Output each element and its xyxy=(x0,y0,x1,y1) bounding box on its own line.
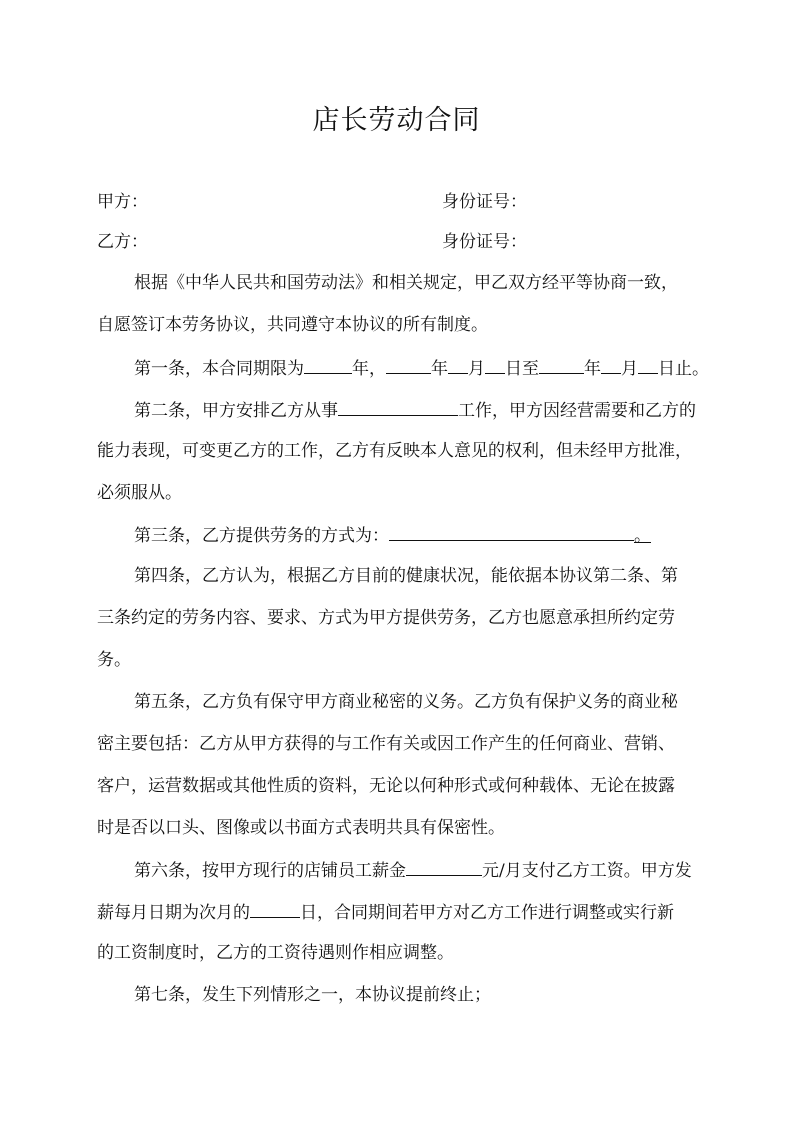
article-5-line-4: 时是否以口头、图像或以书面方式表明共具有保密性。 xyxy=(97,818,505,838)
article-7: 第七条，发生下列情形之一，本协议提前终止； xyxy=(134,985,491,1005)
blank-service-method xyxy=(389,522,634,541)
blank-start-month xyxy=(448,355,468,374)
blank-job-duty xyxy=(338,397,458,416)
party-b-label: 乙方： xyxy=(97,232,148,252)
article-4-line-1: 第四条，乙方认为，根据乙方目前的健康状况，能依据本协议第二条、第 xyxy=(134,566,678,586)
article-6-line-1: 第六条，按甲方现行的店铺员工薪金 元/月支付乙方工资。甲方发 xyxy=(134,857,692,881)
party-b-id-label: 身份证号： xyxy=(442,232,527,252)
article-2-line-1: 第二条，甲方安排乙方从事 工作，甲方因经营需要和乙方的 xyxy=(134,397,696,421)
blank-start-day xyxy=(485,355,505,374)
blank-end-year xyxy=(539,355,584,374)
article-2-line-3: 必须服从。 xyxy=(97,483,182,503)
blank-salary xyxy=(406,857,482,876)
article-6-line-3: 的工资制度时，乙方的工资待遇则作相应调整。 xyxy=(97,943,454,963)
article-1: 第一条，本合同期限为 年， 年 月 日至 年 月 日止。 xyxy=(134,355,709,379)
document-title: 店长劳动合同 xyxy=(312,105,481,136)
blank-end-month xyxy=(601,355,621,374)
intro-line-1: 根据《中华人民共和国劳动法》和相关规定，甲乙双方经平等协商一致， xyxy=(134,273,678,293)
blank-start-year xyxy=(386,355,431,374)
party-b-line xyxy=(97,230,737,254)
article-5-line-2: 密主要包括：乙方从甲方获得的与工作有关或因工作产生的任何商业、营销、 xyxy=(97,734,675,754)
blank-term-years xyxy=(304,355,352,374)
article-5-line-3: 客户，运营数据或其他性质的资料，无论以何种形式或何种载体、无论在披露 xyxy=(97,776,675,796)
article-5-line-1: 第五条，乙方负有保守甲方商业秘密的义务。乙方负有保护义务的商业秘 xyxy=(134,692,678,712)
article-2-line-2: 能力表现，可变更乙方的工作，乙方有反映本人意见的权利，但未经甲方批准， xyxy=(97,441,692,461)
blank-end-day xyxy=(638,355,658,374)
article-4-line-3: 务。 xyxy=(97,650,131,670)
party-a-id-label: 身份证号： xyxy=(442,192,527,212)
party-a-label: 甲方： xyxy=(97,192,148,212)
blank-pay-day xyxy=(250,899,300,918)
party-a-line xyxy=(97,190,737,214)
article-3: 第三条，乙方提供劳务的方式为： 。 xyxy=(134,522,651,546)
article-6-line-2: 薪每月日期为次月的 日，合同期间若甲方对乙方工作进行调整或实行新 xyxy=(97,899,674,923)
intro-line-2: 自愿签订本劳务协议，共同遵守本协议的所有制度。 xyxy=(97,315,488,335)
article-4-line-2: 三条约定的劳务内容、要求、方式为甲方提供劳务，乙方也愿意承担所约定劳 xyxy=(97,608,675,628)
